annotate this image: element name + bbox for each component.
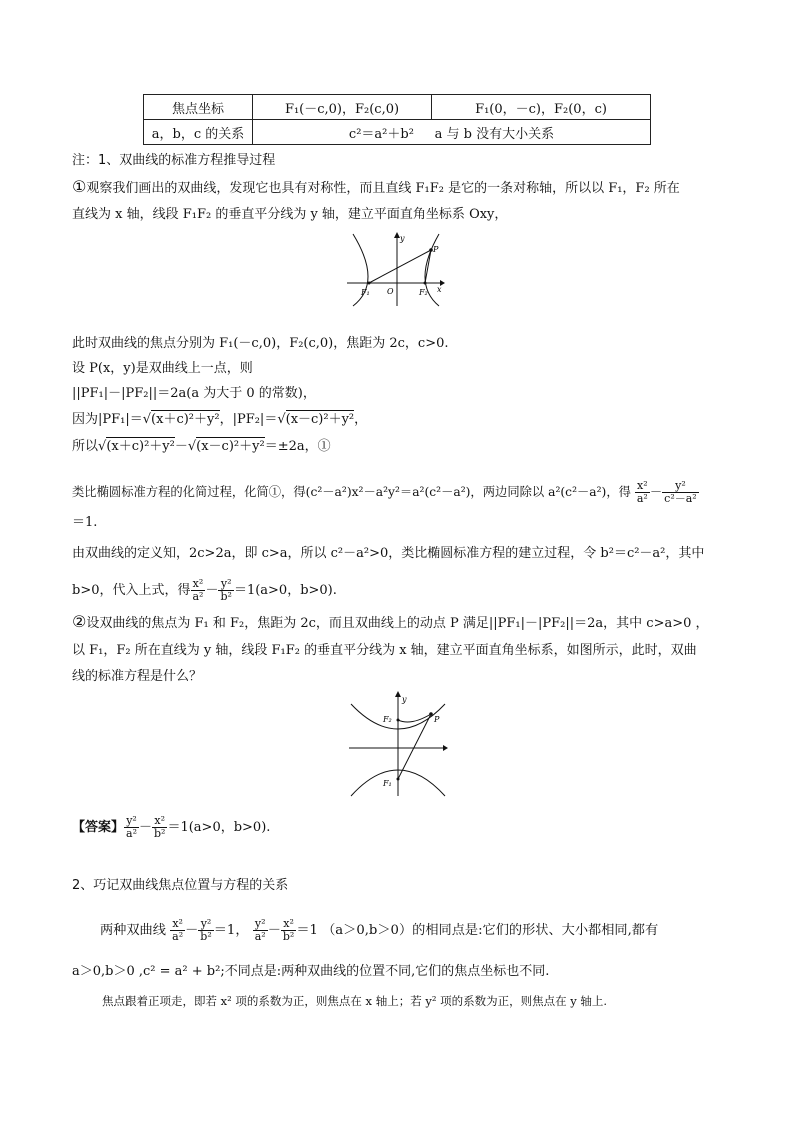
derivation-line5: 所以√(x＋c)²＋y²－√(x－c)²＋y²＝±2a，① — [72, 439, 331, 454]
hyperbola-figure-y-axis — [345, 690, 450, 798]
p2-text: 设双曲线的焦点为 F₁ 和 F₂，焦距为 2c，而且双曲线上的动点 P 满足||PF₁|－|PF₂||＝2a，其中 c>a>0 ， — [86, 616, 709, 631]
denominator: b² — [220, 590, 232, 603]
sqrt-expression: (x＋c)²＋y² — [151, 412, 220, 427]
derivation-line7: ＝1. — [72, 515, 98, 530]
hyperbola-figure-x-axis — [345, 230, 450, 308]
text: ＝±2a，① — [264, 439, 331, 454]
text: ＝1， — [213, 923, 249, 938]
numerator: y² — [662, 480, 699, 493]
text: b>0，代入上式，得 — [72, 583, 191, 598]
table-cell-label: a，b，c 的关系 — [144, 120, 253, 145]
text: － — [205, 583, 219, 598]
text: （a＞0,b＞0）的相同点是:它们的形状、大小都相同,都有 — [322, 923, 659, 938]
label-f2: F₂ — [419, 288, 428, 297]
fraction — [253, 918, 268, 943]
numerator: y² — [198, 918, 213, 931]
note2-line1 — [100, 918, 658, 943]
label-y: y — [402, 695, 407, 704]
pf2-segment — [398, 714, 431, 722]
table-row — [144, 95, 651, 120]
table-cell: F₁(0，－c)，F₂(0，c) — [432, 95, 651, 120]
sqrt-expression: (x－c)²＋y² — [196, 439, 265, 454]
fraction — [281, 918, 296, 943]
text: － — [174, 439, 188, 454]
p1-text: 观察我们画出的双曲线，发现它也具有对称性，而且直线 F₁F₂ 是它的一条对称轴，所以以 F₁，F₂ 所在 — [86, 181, 680, 196]
table-row — [144, 120, 651, 145]
circled-one-marker: ① — [72, 177, 87, 196]
derivation-line1: 此时双曲线的焦点分别为 F₁(－c,0)，F₂(c,0)，焦距为 2c，c>0. — [72, 336, 449, 351]
fraction — [198, 918, 213, 943]
y-axis-arrow — [395, 691, 401, 697]
numerator: x² — [170, 918, 185, 931]
text: ， — [354, 412, 368, 427]
fraction — [662, 480, 699, 505]
pf1-segment — [369, 250, 431, 283]
table-cell-label: 焦点坐标 — [144, 95, 253, 120]
derivation-line8: 由双曲线的定义知，2c>2a，即 c>a，所以 c²－a²>0，类比椭圆标准方程的建立过程，令 b²＝c²－a²，其中 — [72, 546, 705, 561]
table-cell: F₁(－c,0)，F₂(c,0) — [253, 95, 432, 120]
label-p: P — [433, 245, 439, 254]
p2-line3: 线的标准方程是什么？ — [72, 669, 203, 684]
x-axis-arrow — [443, 745, 448, 751]
note2-title: 2、巧记双曲线焦点位置与方程的关系 — [72, 878, 289, 893]
text: ＝1(a>0，b>0). — [167, 820, 271, 835]
p1-line1 — [72, 178, 680, 198]
point-f2 — [397, 719, 400, 722]
denominator: a² — [192, 590, 204, 603]
text: 所以 — [72, 439, 99, 454]
denominator: a² — [126, 827, 137, 840]
text: － — [267, 923, 281, 938]
denominator: a² — [172, 930, 184, 943]
pf1-segment — [398, 714, 431, 779]
derivation-line2: 设 P(x，y)是双曲线上一点，则 — [72, 361, 253, 376]
note1-title: 注：1、双曲线的标准方程推导过程 — [72, 153, 276, 168]
fraction — [635, 480, 650, 505]
text: － — [185, 923, 199, 938]
point-f1 — [397, 778, 400, 781]
text: 因为|PF₁|＝ — [72, 412, 143, 427]
denominator: a² — [254, 930, 266, 943]
text: ，|PF₂|＝ — [219, 412, 278, 427]
denominator: b² — [282, 930, 295, 943]
denominator: c²－a² — [664, 492, 697, 505]
numerator: y² — [124, 815, 139, 828]
label-o: O — [387, 287, 394, 296]
fraction — [218, 578, 233, 603]
fraction — [152, 815, 167, 840]
sqrt-expression: (x＋c)²＋y² — [106, 439, 175, 454]
relation-note: a 与 b 没有大小关系 — [434, 126, 555, 142]
numerator: x² — [281, 918, 296, 931]
label-f1: F₁ — [383, 779, 392, 788]
p2-line1 — [72, 613, 709, 633]
hyperbola-info-table — [143, 94, 651, 145]
fraction — [170, 918, 185, 943]
denominator: a² — [636, 492, 648, 505]
text: － — [649, 485, 663, 499]
denominator: b² — [200, 930, 212, 943]
denominator: b² — [154, 827, 166, 840]
answer-line — [72, 815, 270, 840]
derivation-line6 — [72, 480, 699, 505]
answer-label: 【答案】 — [72, 820, 125, 835]
numerator: x² — [191, 578, 206, 591]
numerator: x² — [152, 815, 167, 828]
p2-line2: 以 F₁，F₂ 所在直线为 y 轴，线段 F₁F₂ 的垂直平分线为 x 轴，建立平面直角坐标系，如图所示，此时，双曲 — [72, 643, 697, 658]
fraction — [191, 578, 206, 603]
text: 两种双曲线 — [100, 923, 166, 938]
text: ＝1 — [296, 923, 318, 938]
point-f1 — [368, 282, 371, 285]
point-f2 — [424, 282, 427, 285]
table-cell — [253, 120, 651, 145]
note2-line2: a＞0,b＞0 ,c² = a² + b²;不同点是:两种双曲线的位置不同,它们的焦点坐标也不同. — [72, 964, 550, 979]
derivation-line3: ||PF₁|－|PF₂||＝2a(a 为大于 0 的常数)， — [72, 386, 316, 401]
derivation-line9 — [72, 578, 337, 603]
label-y: y — [400, 234, 405, 243]
derivation-line4: 因为|PF₁|＝√(x＋c)²＋y²，|PF₂|＝√(x－c)²＋y²， — [72, 412, 368, 427]
numerator: y² — [218, 578, 233, 591]
note2-line3: 焦点跟着正项走，即若 x² 项的系数为正，则焦点在 x 轴上；若 y² 项的系数为正，则焦点在 y 轴上. — [102, 994, 608, 1008]
sqrt-expression: (x－c)²＋y² — [285, 412, 355, 427]
text: 类比椭圆标准方程的化简过程，化简①，得(c²－a²)x²－a²y²＝a²(c²－a²)，两边同除以 a²(c²－a²)，得 — [72, 485, 631, 499]
text: － — [138, 820, 152, 835]
label-f1: F₁ — [361, 288, 370, 297]
numerator: y² — [253, 918, 268, 931]
relation-formula: c²＝a²＋b² — [348, 126, 414, 142]
fraction — [124, 815, 139, 840]
text: ＝1(a>0，b>0). — [233, 583, 337, 598]
label-x: x — [437, 285, 442, 294]
point-p — [429, 712, 433, 716]
label-f2: F₂ — [383, 715, 392, 724]
label-p: P — [434, 715, 440, 724]
p1-line2: 直线为 x 轴，线段 F₁F₂ 的垂直平分线为 y 轴，建立平面直角坐标系 Oxy， — [72, 207, 508, 222]
numerator: x² — [635, 480, 650, 493]
circled-two-marker: ② — [72, 612, 87, 631]
